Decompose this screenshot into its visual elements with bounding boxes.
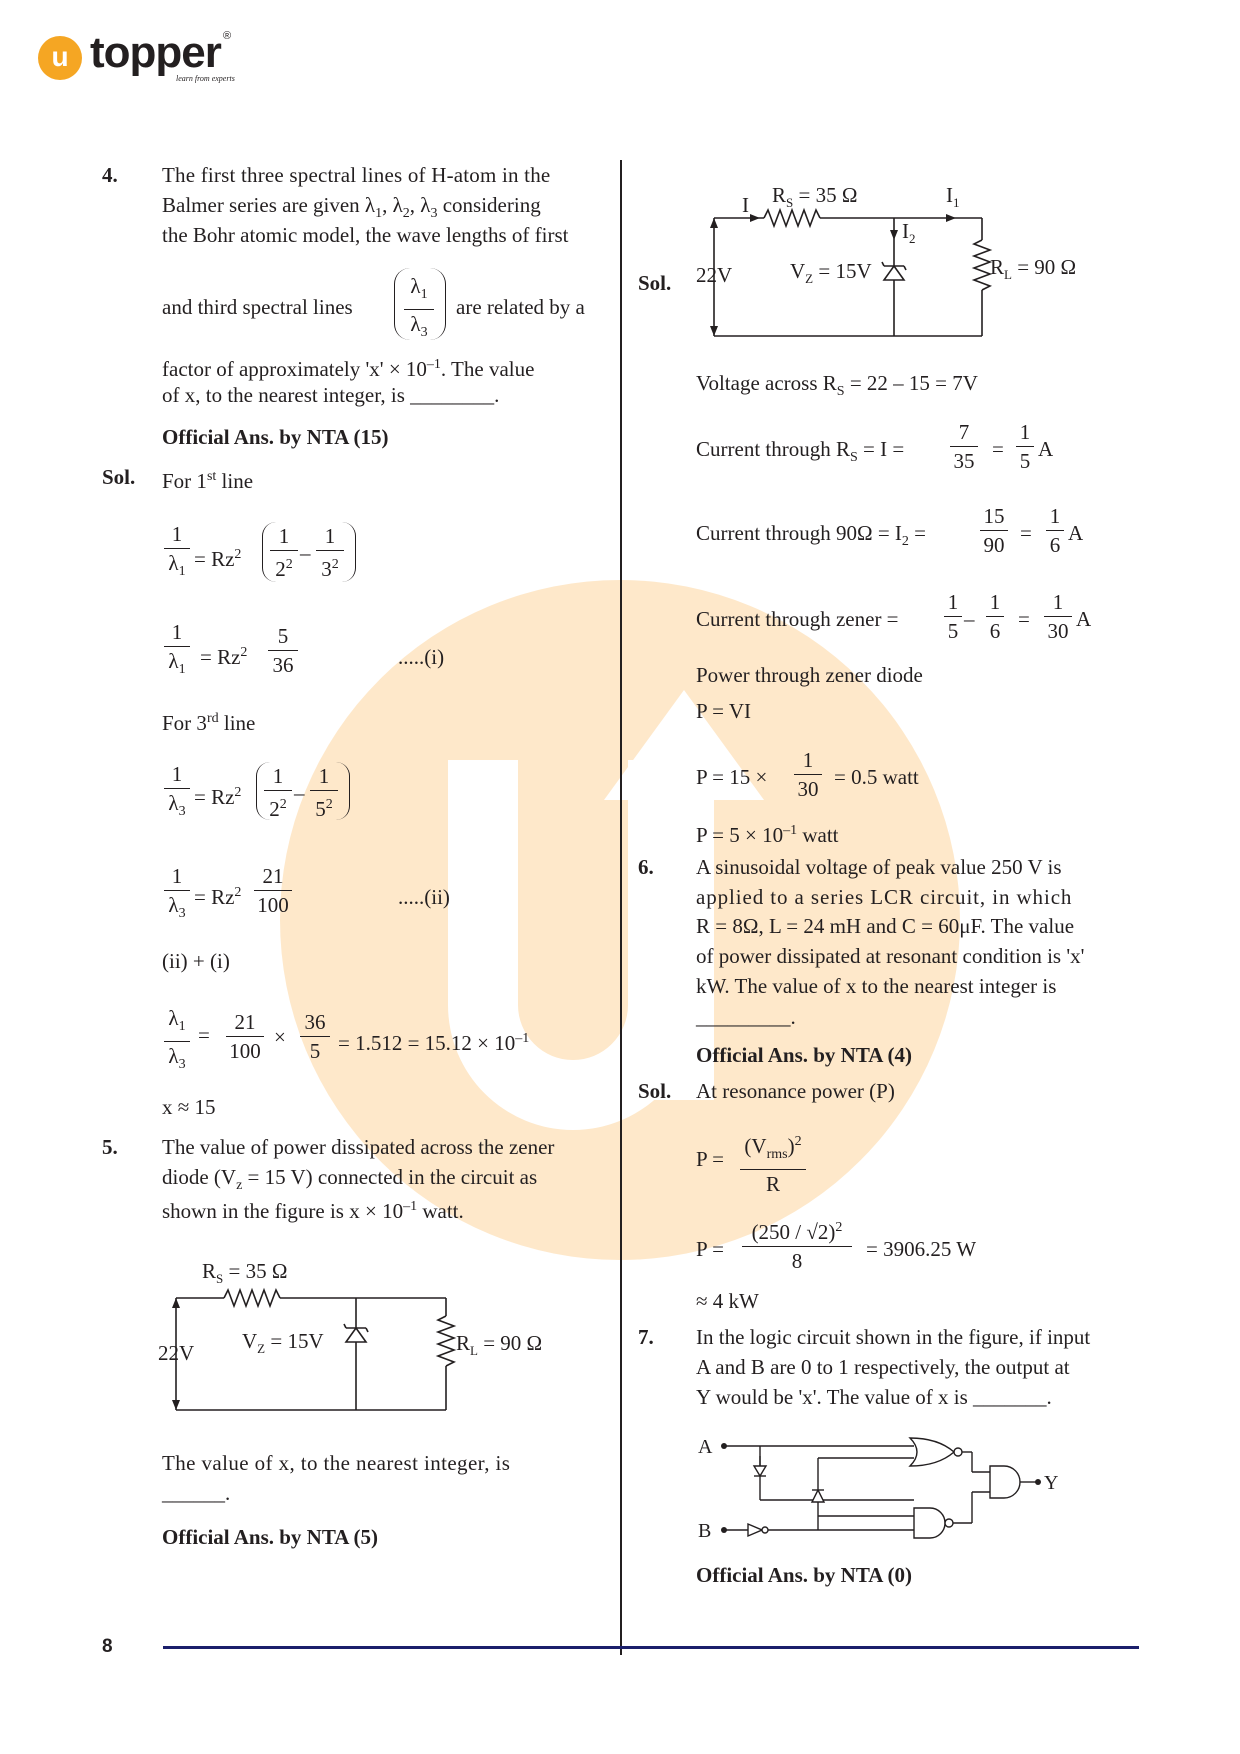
sol5-circuit-src: 22V [696,263,733,287]
sol5-zener-frac3: $\frac{1}{30}$ [1044,588,1072,645]
q5-text-line4: The value of x, to the nearest integer, is [162,1451,511,1475]
q4-sum-label: (ii) + (i) [162,949,230,973]
eq2-frac: $\frac{5}{36}$ [268,622,298,679]
sol5-voltage-rs: Voltage across $R_S = 22 - 15 = 7V$ [696,371,978,400]
sol5-current-90: Current through $90\Omega = I_2$ = [696,521,927,550]
q6-approx: ≈ 4 kW [696,1289,759,1313]
sol5-current-90-unit: A [1068,521,1084,545]
eq5-result: = $1.512 = 15.12 \times 10^{-1}$ [338,1031,530,1055]
sol5-zener-eq: = [1018,607,1030,631]
q6-number: 6. [638,855,654,879]
sol5-current-90-frac1: $\frac{15}{90}$ [980,502,1008,559]
q6-sol-label: Sol. [638,1079,672,1103]
sol5-zener-frac2: $\frac{1}{6}$ [986,588,1004,645]
q6-official-answer: Official Ans. by NTA (4) [696,1043,913,1067]
q4-text-line4b: are related by a [456,295,585,319]
q6-p-eq1: P = [696,1147,724,1171]
eq1-frac-b: $\frac{1}{3^2}$ [316,522,344,583]
q5-text-line5: ______. [162,1481,231,1505]
sol5-current-90-frac2: $\frac{1}{6}$ [1046,502,1064,559]
q4-text-line2: Balmer series are given $\lambda_1$, $\lambda_2$, $\lambda_3$ considering [162,193,541,222]
sol5-p-half: = 0.5 watt [834,765,919,789]
eq4-rz: = $Rz^2$ [194,885,242,909]
sol5-zener-minus: – [964,607,975,631]
sol5-current-rs-eq: = [992,437,1004,461]
q4-for-first-line: For 1st line [162,469,254,493]
q6-text-line1: A sinusoidal voltage of peak value 250 V is [696,855,1062,879]
q7-output-y: Y [1044,1472,1059,1494]
q7-official-answer: Official Ans. by NTA (0) [696,1563,913,1587]
logo-tagline: learn from experts [176,74,235,83]
logo-registered: ® [223,30,232,42]
q4-number: 4. [102,163,118,187]
sol5-current-90-eq: = [1020,521,1032,545]
eq5-times: × [274,1025,286,1049]
sol5-p-final: $P = 5 \times 10^{-1}$ watt [696,823,839,847]
q4-text-line3: the Bohr atomic model, the wave lengths of first [162,223,569,247]
q4-sol-label: Sol. [102,465,136,489]
q5-official-answer: Official Ans. by NTA (5) [162,1525,379,1549]
eq1-frac-a: $\frac{1}{2^2}$ [270,522,298,583]
q7-input-b: B [698,1520,712,1542]
q5-circuit [150,1250,570,1420]
q6-text-line3: R = 8Ω, L = 24 mH and C = 60μF. The value [696,914,1075,938]
eq2-lhs: $\frac{1}{\lambda_1}$ [164,618,190,684]
sol5-circuit-rs: $R_S = 35$ Ω [772,183,858,210]
sol5-current-rs-frac2: $\frac{1}{5}$ [1016,418,1034,475]
sol5-p-vi: P = VI [696,699,752,723]
sol5-current-rs-unit: A [1038,437,1054,461]
sol5-current-zener: Current through zener = [696,607,899,631]
sol5-p-frac: $\frac{1}{30}$ [794,746,822,803]
q4-for-third-line: For 3rd line [162,711,256,735]
q5-text-line3: shown in the figure is $x \times 10^{-1}$ watt. [162,1199,464,1223]
q5-text-line1: The value of power dissipated across the zener [162,1135,555,1159]
logo-mark: u [38,36,82,80]
logo [38,28,238,92]
eq1-rz: = $Rz^2$ [194,547,242,571]
eq2-label: .....(i) [398,645,445,669]
logo-wordmark: topper [90,28,221,77]
q6-text-line2: applied to a series LCR circuit, in which [696,885,1073,909]
sol5-circuit-vz: $V_Z = 15V$ [790,259,872,286]
eq5-eq: = [198,1023,210,1047]
q6-p-frac1: $(V_{rms})^2$ R [740,1128,806,1198]
q4-text-line4a: and third spectral lines [162,295,353,319]
q7-text-line1: In the logic circuit shown in the figure, if input [696,1325,1091,1349]
sol5-p-15: P = 15 × [696,765,768,789]
q5-number: 5. [102,1135,118,1159]
eq4-frac: $\frac{21}{100}$ [254,862,292,919]
sol5-circuit-i2: $I_2$ [902,219,916,246]
q7-text-line2: A and B are 0 to 1 respectively, the output at [696,1355,1070,1379]
q4-text-line6: of x, to the nearest integer, is ________. [162,383,500,407]
sol5-circuit-rl: $R_L = 90$ Ω [990,255,1077,282]
eq1-minus: – [300,541,311,565]
sol5-current-rs-frac1: $\frac{7}{35}$ [950,418,978,475]
eq4-label: .....(ii) [398,885,450,909]
sol5-circuit [690,180,1110,350]
q6-sol-line1: At resonance power (P) [696,1079,895,1103]
sol5-circuit-i1: $I_1$ [946,183,960,210]
q6-p-result: = 3906.25 W [866,1237,977,1261]
eq2-rz: = $Rz^2$ [200,645,248,669]
page-number: 8 [102,1636,113,1657]
q4-x-approx: x ≈ 15 [162,1095,216,1119]
q7-text-line3: Y would be 'x'. The value of x is _______. [696,1385,1052,1409]
q6-p-frac2: $\frac{(250 / √2)^2}{8}$ [742,1214,852,1275]
eq3-frac-a: $\frac{1}{2^2}$ [264,762,292,823]
q4-text-line1: The first three spectral lines of H-atom in the [162,163,551,187]
eq5-frac-b: $\frac{36}{5}$ [300,1008,330,1065]
eq3-rz: = $Rz^2$ [194,785,242,809]
footer-rule [163,1646,1139,1649]
sol5-power-text: Power through zener diode [696,663,923,687]
q5-text-line2: diode ($V_z = 15$ V) connected in the circuit as [162,1165,538,1194]
sol5-circuit-i: I [742,193,749,217]
q7-input-a: A [698,1436,713,1458]
eq5-frac-a: $\frac{21}{100}$ [226,1008,264,1065]
q6-text-line6: _________. [696,1005,796,1029]
eq5-lhs: $\frac{\lambda_1}{\lambda_3}$ [164,1004,190,1079]
q7-logic-circuit [690,1430,1110,1550]
q4-text-line5: factor of approximately '$x' \times 10^{-1}$. The value [162,357,535,381]
q4-ratio: $\frac{\lambda_1}{\lambda_3}$ [404,272,434,347]
eq1-lhs: $\frac{1}{\lambda_1}$ [164,520,190,586]
q6-text-line5: kW. The value of x to the nearest integer is [696,974,1057,998]
q5-circuit-rl: $R_L = 90$ Ω [456,1331,543,1358]
q6-text-line4: of power dissipated at resonant condition is 'x' [696,944,1085,968]
q5-circuit-rs: $R_S = 35$ Ω [202,1259,288,1286]
eq4-lhs: $\frac{1}{\lambda_3}$ [164,862,190,928]
q5-circuit-src: 22V [158,1341,195,1365]
sol5-zener-unit: A [1076,607,1092,631]
eq3-lhs: $\frac{1}{\lambda_3}$ [164,760,190,826]
sol5-label: Sol. [638,271,672,295]
q6-p-eq2: P = [696,1237,724,1261]
sol5-current-rs: Current through $R_S = I$ = [696,437,905,466]
eq3-frac-b: $\frac{1}{5^2}$ [310,762,338,823]
q5-circuit-vz: $V_Z = 15V$ [242,1329,324,1356]
q7-number: 7. [638,1325,654,1349]
q4-official-answer: Official Ans. by NTA (15) [162,425,389,449]
column-divider [620,160,622,1655]
eq3-minus: – [294,781,305,805]
sol5-zener-frac1: $\frac{1}{5}$ [944,588,962,645]
